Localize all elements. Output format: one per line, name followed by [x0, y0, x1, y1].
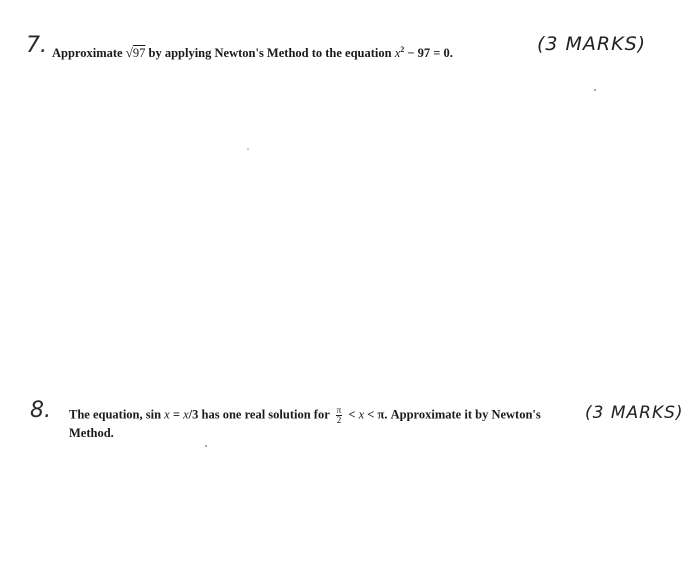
scan-speck: [247, 148, 249, 150]
q8-frac-den: 2: [336, 415, 342, 425]
q7-text-before: Approximate: [52, 46, 126, 61]
q8-var-2: x: [183, 407, 189, 422]
question-7-marks: (3 MARKS): [537, 33, 647, 55]
question-8-number: 8.: [30, 398, 51, 423]
q7-sqrt-value: 97: [132, 46, 146, 61]
q7-equation-rest: − 97 = 0.: [404, 46, 453, 61]
question-7-text: [52, 41, 512, 62]
q7-sqrt: [126, 46, 146, 60]
sqrt-symbol-icon: √: [125, 45, 133, 61]
q8-var-1: x: [164, 407, 170, 422]
scan-speck: [205, 445, 207, 447]
q8-frac-num: π: [336, 405, 342, 415]
q8-text-mid2: /3 has one real solution for: [188, 407, 333, 422]
q8-var-3: x: [358, 407, 365, 422]
q8-text-ineq: <: [345, 407, 359, 422]
q7-equation-exp: 2: [400, 45, 405, 54]
q8-text-ineq2: < π. Approximate it by Newton's Method.: [69, 407, 541, 440]
scan-speck: [594, 89, 596, 91]
q8-text-mid: =: [169, 407, 184, 422]
q7-equation-var: x: [394, 46, 401, 61]
question-8-marks: (3 MARKS): [585, 403, 684, 423]
q7-text-after: by applying Newton's Method to the equation: [145, 46, 395, 61]
question-8-text: [69, 406, 569, 442]
question-7-number: 7.: [26, 33, 47, 58]
q8-text-before: The equation, sin: [69, 407, 165, 422]
q8-fraction: [336, 406, 343, 425]
